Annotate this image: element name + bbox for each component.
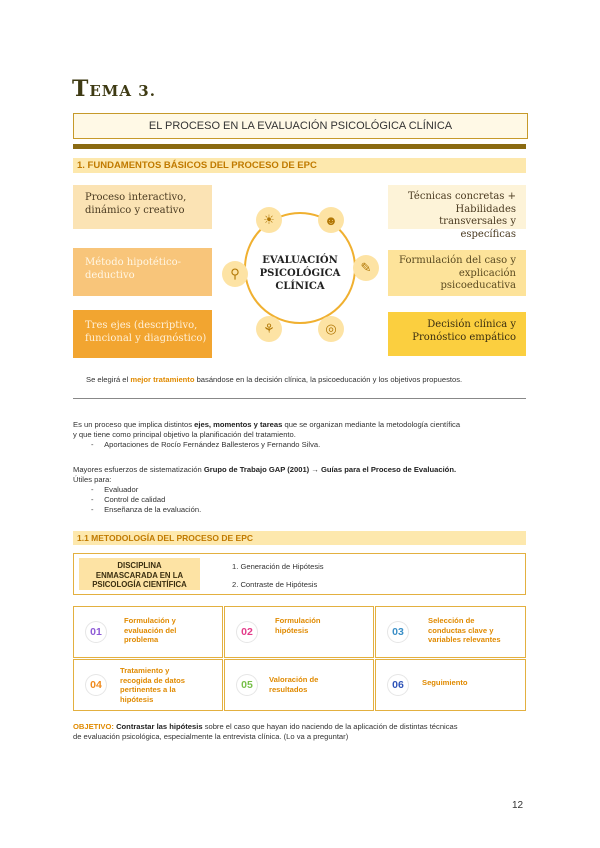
page-number: 12 [512, 800, 524, 811]
step-text: Seguimiento [422, 678, 468, 687]
disciplina-label: DISCIPLINA ENMASCARADA EN LA PSICOLOGÍA CIENTÍFICA [79, 558, 200, 590]
diagram-box-techniques: Técnicas concretas + Habilidades transversales y específicas [388, 185, 526, 229]
treatment-note: Se elegirá el mejor tratamiento basándose en la decisión clínica, la psicoeducación y los objetivos propuestos. [86, 375, 463, 384]
step-number: 05 [237, 675, 257, 695]
gap-paragraph: Mayores esfuerzos de sistematización Grupo de Trabajo GAP (2001) → Guías para el Proceso de Evaluación. Útiles para: - Evaluador - Control de calidad - Enseñanza de la evaluación. [73, 465, 457, 514]
step-text: Valoración de resultados [269, 675, 319, 694]
step-card [375, 606, 526, 658]
step-card [73, 606, 223, 658]
people-icon: ☻ [318, 207, 344, 233]
divider-rule [73, 144, 526, 149]
diagram-center-title: EVALUACIÓN PSICOLÓGICA CLÍNICA [259, 255, 341, 292]
step-text: Formulación hipótesis [275, 616, 321, 635]
lightbulb-icon: ☀ [256, 207, 282, 233]
step-card [224, 606, 374, 658]
step-card [375, 659, 526, 711]
hypothesis-item: 2. Contraste de Hipótesis [232, 580, 318, 589]
step-number: 01 [86, 622, 106, 642]
search-icon: ⚲ [222, 261, 248, 287]
step-card [224, 659, 374, 711]
step-number: 06 [388, 675, 408, 695]
topic-title: TEMA 3. [72, 76, 156, 102]
steps-grid [73, 606, 526, 711]
diagram-box-interactive: Proceso interactivo, dinámico y creativo [73, 185, 212, 229]
target-icon: ◎ [318, 316, 344, 342]
step-text: Tratamiento y recogida de datos pertinentes a la hipótesis [120, 666, 185, 704]
step-number: 02 [237, 622, 257, 642]
diagram-box-decision: Decisión clínica y Pronóstico empático [388, 312, 526, 356]
horizontal-divider [73, 398, 526, 399]
objective-paragraph: OBJETIVO: Contrastar las hipótesis sobre el caso que hayan ido naciendo de la aplicación de distintas técnicas de evaluación psicológica, especialmente la entrevista clínica. (Lo va a preguntar) [73, 722, 458, 741]
plant-icon: ⚘ [256, 316, 282, 342]
diagram-box-formulation: Formulación del caso y explicación psicoeducativa [388, 250, 526, 296]
diagram-box-method: Método hipotético-deductivo [73, 248, 212, 296]
title-bar: EL PROCESO EN LA EVALUACIÓN PSICOLÓGICA CLÍNICA [73, 113, 528, 139]
subsection-heading: 1.1 METODOLOGÍA DEL PROCESO DE EPC [73, 531, 526, 545]
disciplina-box [73, 553, 526, 595]
process-paragraph: Es un proceso que implica distintos ejes, momentos y tareas que se organizan mediante la metodología científica y que tiene como principal objetivo la planificación del tratamiento. - Aportaciones de Rocío Fernández Ballesteros y Fernando Silva. [73, 420, 461, 449]
hypothesis-item: 1. Generación de Hipótesis [232, 562, 324, 571]
diagram-box-axes: Tres ejes (descriptivo, funcional y diagnóstico) [73, 310, 212, 358]
step-text: Selección de conductas clave y variables relevantes [428, 616, 501, 644]
pencil-icon: ✎ [353, 255, 379, 281]
step-number: 03 [388, 622, 408, 642]
section-heading: 1. FUNDAMENTOS BÁSICOS DEL PROCESO DE EPC [73, 158, 526, 173]
step-text: Formulación y evaluación del problema [124, 616, 177, 644]
step-card [73, 659, 223, 711]
step-number: 04 [86, 675, 106, 695]
